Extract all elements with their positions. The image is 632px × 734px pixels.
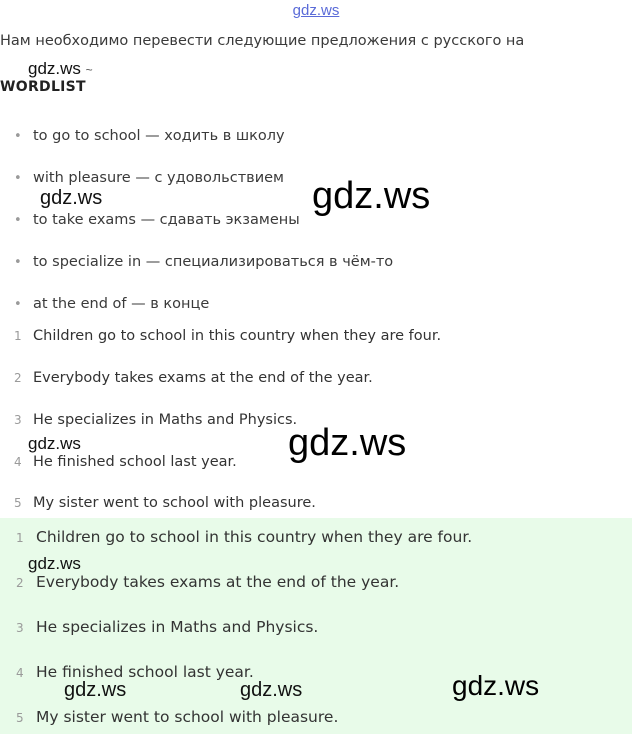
answer-number: 4	[16, 666, 24, 680]
wordlist-item-text: at the end of — в конце	[33, 296, 210, 312]
bullet-icon: •	[14, 297, 22, 312]
sentence-row	[14, 412, 297, 428]
header-watermark-link[interactable]: gdz.ws	[292, 2, 340, 19]
answer-row	[16, 618, 318, 636]
watermark: gdz.ws	[240, 679, 303, 701]
watermark: gdz.ws	[28, 434, 81, 453]
wordlist-item	[14, 296, 209, 312]
wordlist-item	[14, 212, 300, 228]
watermark: gdz.ws	[288, 422, 407, 464]
wordlist-item	[14, 170, 284, 186]
answer-text: He finished school last year.	[36, 663, 254, 681]
wordlist-item-text: to specialize in — специализироваться в чём-то	[33, 254, 394, 270]
intro-text: Нам необходимо перевести следующие предложения с русского на	[0, 33, 525, 49]
sentence-text: Children go to school in this country when they are four.	[33, 328, 442, 344]
watermark: gdz.ws	[312, 175, 431, 217]
sentence-number: 3	[14, 413, 22, 427]
sentence-row	[14, 454, 237, 470]
watermark: gdz.ws	[452, 670, 540, 701]
watermark: gdz.ws	[40, 187, 103, 209]
answer-text: Everybody takes exams at the end of the year.	[36, 573, 400, 591]
answer-text: He specializes in Maths and Physics.	[36, 618, 319, 636]
answer-row	[16, 663, 254, 681]
wordlist-item-text: to take exams — сдавать экзамены	[33, 212, 300, 228]
sentence-number: 1	[14, 329, 22, 343]
sentence-text: Everybody takes exams at the end of the year.	[33, 370, 373, 386]
wordlist-item	[14, 254, 393, 270]
sentence-text: My sister went to school with pleasure.	[33, 495, 316, 511]
watermark: gdz.ws	[64, 679, 127, 701]
sentence-number: 5	[14, 496, 22, 510]
answer-number: 3	[16, 621, 24, 635]
answer-row	[16, 708, 338, 726]
answer-text: My sister went to school with pleasure.	[36, 708, 339, 726]
answer-number: 2	[16, 576, 24, 590]
answer-number: 1	[16, 531, 24, 545]
wordlist-item	[14, 128, 285, 144]
wordlist-item-text: with pleasure — с удовольствием	[33, 170, 284, 186]
answer-text: Children go to school in this country when they are four.	[36, 528, 473, 546]
bullet-icon: •	[14, 171, 22, 186]
sentence-number: 2	[14, 371, 22, 385]
sentence-row	[14, 495, 316, 511]
answer-row	[16, 528, 472, 546]
watermark-tilde: ~	[85, 63, 93, 77]
wordlist-title: WORDLIST	[0, 79, 86, 95]
sentence-number: 4	[14, 455, 22, 469]
watermark-text: gdz.ws	[28, 59, 81, 78]
sentence-text: He finished school last year.	[33, 454, 237, 470]
bullet-icon: •	[14, 129, 22, 144]
sentence-row	[14, 328, 441, 344]
sentence-text: He specializes in Maths and Physics.	[33, 412, 298, 428]
watermark	[28, 59, 93, 79]
bullet-icon: •	[14, 213, 22, 228]
watermark: gdz.ws	[28, 554, 81, 573]
answer-number: 5	[16, 711, 24, 725]
answer-row	[16, 573, 399, 591]
bullet-icon: •	[14, 255, 22, 270]
wordlist-item-text: to go to school — ходить в школу	[33, 128, 285, 144]
sentence-row	[14, 370, 373, 386]
